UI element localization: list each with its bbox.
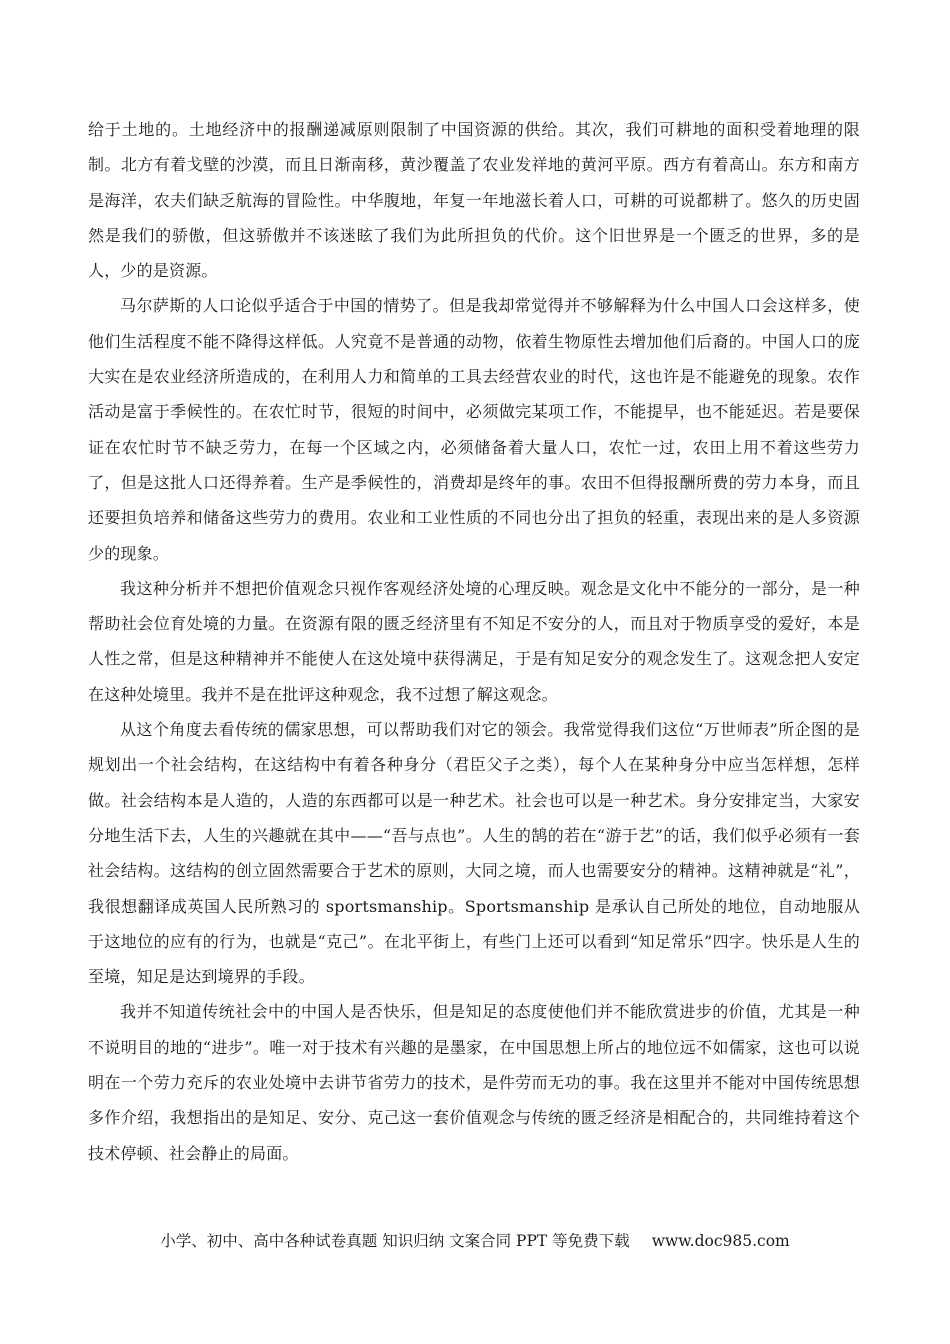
paragraph-3: 我这种分析并不想把价值观念只视作客观经济处境的心理反映。观念是文化中不能分的一部分，是一种帮助社会位育处境的力量。在资源有限的匮乏经济里有不知足不安分的人，而且对于物质享受的爱好，本是人性之常，但是这种精神并不能使人在这处境中获得满足，于是有知足安分的观念发生了。这观念把人安定在这种处境里。我并不是在批评这种观念，我不过想了解这观念。 [88, 578, 860, 704]
page-footer [0, 1229, 950, 1251]
footer-url[interactable]: www.doc985.com [651, 1232, 790, 1250]
paragraph-1: 给于土地的。土地经济中的报酬递减原则限制了中国资源的供给。其次，我们可耕地的面积受着地理的限制。北方有着戈壁的沙漠，而且日渐南移，黄沙覆盖了农业发祥地的黄河平原。西方有着高山。东方和南方是海洋，农夫们缺乏航海的冒险性。中华腹地，年复一年地滋长着人口，可耕的可说都耕了。悠久的历史固然是我们的骄傲，但这骄傲并不该迷眩了我们为此所担负的代价。这个旧世界是一个匮乏的世界，多的是人，少的是资源。 [88, 120, 860, 281]
footer-text: 小学、初中、高中各种试卷真题 知识归纳 文案合同 PPT 等免费下载 [160, 1232, 630, 1250]
paragraph-4: 从这个角度去看传统的儒家思想，可以帮助我们对它的领会。我常觉得我们这位“万世师表”所企图的是规划出一个社会结构，在这结构中有着各种身分（君臣父子之类），每个人在某种身分中应当怎样想，怎样做。社会结构本是人造的，人造的东西都可以是一种艺术。社会也可以是一种艺术。身分安排定当，大家安分地生活下去，人生的兴趣就在其中——“吾与点也”。人生的鹄的若在“游于艺”的话，我们似乎必须有一套社会结构。这结构的创立固然需要合于艺术的原则，大同之境，而人也需要安分的精神。这精神就是“礼”，我很想翻译成英国人民所熟习的 sportsmanship。Sportsmanship 是承认自己所处的地位，自动地服从于这地位的应有的行为，也就是“克己”。在北平街上，有些门上还可以看到“知足常乐”四字。快乐是人生的至境，知足是达到境界的手段。 [88, 720, 860, 987]
paragraph-2: 马尔萨斯的人口论似乎适合于中国的情势了。但是我却常觉得并不够解释为什么中国人口会这样多，使他们生活程度不能不降得这样低。人究竟不是普通的动物，依着生物原性去增加他们后裔的。中国人口的庞大实在是农业经济所造成的，在利用人力和简单的工具去经营农业的时代，这也许是不能避免的现象。农作活动是富于季候性的。在农忙时节，很短的时间中，必须做完某项工作，不能提早，也不能延迟。若是要保证在农忙时节不缺乏劳力，在每一个区域之内，必须储备着大量人口，农忙一过，农田上用不着这些劳力了，但是这批人口还得养着。生产是季候性的，消费却是终年的事。农田不但得报酬所费的劳力本身，而且还要担负培养和储备这些劳力的费用。农业和工业性质的不同也分出了担负的轻重，表现出来的是人多资源少的现象。 [88, 296, 860, 563]
paragraph-5: 我并不知道传统社会中的中国人是否快乐，但是知足的态度使他们并不能欣赏进步的价值，尤其是一种不说明目的地的“进步”。唯一对于技术有兴趣的是墨家，在中国思想上所占的地位远不如儒家，这也可以说明在一个劳力充斥的农业处境中去讲节省劳力的技术，是件劳而无功的事。我在这里并不能对中国传统思想多作介绍，我想指出的是知足、安分、克己这一套价值观念与传统的匮乏经济是相配合的，共同维持着这个技术停顿、社会静止的局面。 [88, 1002, 860, 1163]
document-body [88, 112, 860, 1171]
